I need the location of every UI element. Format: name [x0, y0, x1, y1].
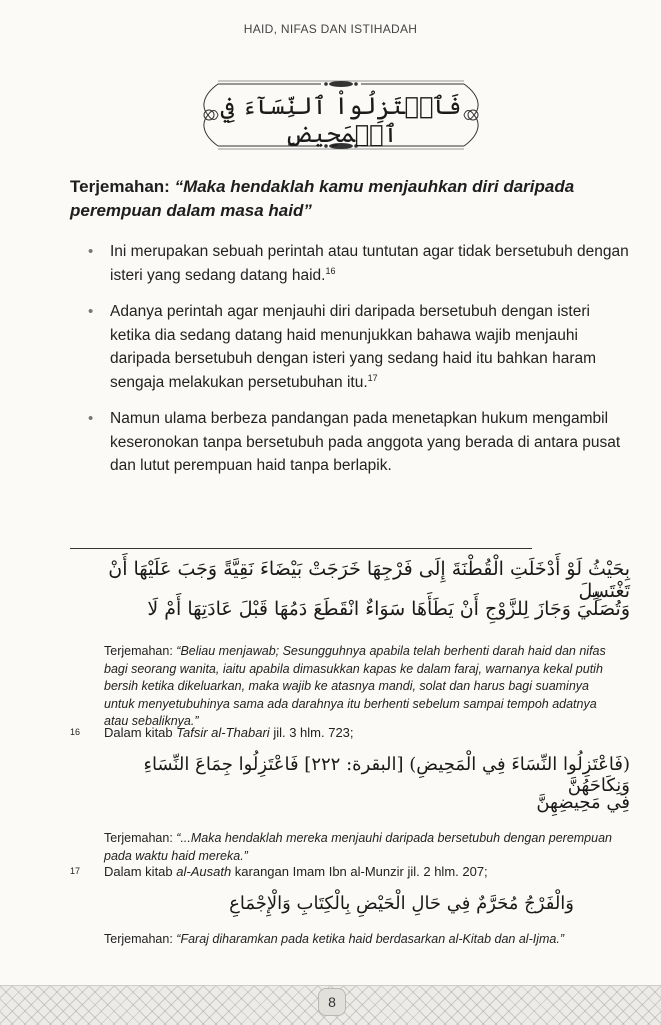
running-header: HAID, NIFAS DAN ISTIHADAH — [243, 22, 418, 36]
footnote-number: 16 — [70, 727, 81, 737]
footnote-number: 17 — [70, 866, 81, 876]
source-prefix: Dalam kitab — [104, 725, 177, 740]
bullet-icon: • — [88, 243, 94, 260]
footnote-ref[interactable]: 16 — [325, 265, 336, 276]
footnote-arabic-line: بِحَيْثُ لَوْ أَدْخَلَتِ الْقُطْنَةَ إِلَى فَرْجِهَا خَرَجَتْ بَيْضَاءَ نَقِيَّةً وَجَبَ عَلَيْهَا أَنْ تَغْتَسِلَ — [108, 558, 630, 602]
source-prefix: Dalam kitab — [104, 864, 177, 879]
footnote-arabic-line: وَتُصَلِّيَ وَجَازَ لِلزَّوْجِ أَنْ يَطَأَهَا سَوَاءٌ انْقَطَعَ دَمُهَا قَبْلَ عَادَتِهَا أَمْ لَا — [147, 598, 630, 620]
translation-label: Terjemahan: — [104, 831, 173, 845]
list-item — [86, 407, 634, 478]
footnote-translation — [104, 643, 614, 731]
footnote-translation — [104, 830, 614, 865]
list-item — [86, 240, 634, 287]
translation-label: Terjemahan: — [70, 177, 170, 196]
footnote-ref[interactable]: 17 — [367, 372, 378, 383]
translation-label: Terjemahan: — [104, 644, 173, 658]
translation-text: “Beliau menjawab; Sesungguhnya apabila telah berhenti darah haid dan nifas bagi seorang wanita, iaitu apabila dimasukkan kapas ke dalam faraj, warnanya kekal putih bersih ketika dikeluarkan, maka wajib ke atasnya mandi, solat dan harus bagi suaminya untuk menyetubuhinya sama ada darahnya itu berhenti sebelum sampai tempoh adatnya atau sebaliknya.” — [104, 644, 606, 728]
source-suffix: karangan Imam Ibn al-Munzir jil. 2 hlm. 207; — [231, 864, 488, 879]
translation-text: “Faraj diharamkan pada ketika haid berdasarkan al-Kitab dan al-Ijma.” — [176, 932, 564, 946]
bullet-icon: • — [88, 410, 94, 427]
translation-text: “...Maka hendaklah mereka menjauhi daripada bersetubuh dengan perempuan pada waktu haid mereka.” — [104, 831, 612, 863]
footnote-arabic-line: فِي مَحِيضِهِنَّ — [536, 792, 630, 813]
footnote-divider — [70, 548, 532, 549]
list-item — [86, 300, 634, 394]
translation-text: “Maka hendaklah kamu menjauhkan diri daripada perempuan dalam masa haid” — [70, 177, 575, 220]
quran-verse-frame — [196, 78, 486, 152]
page-number: 8 — [318, 988, 346, 1016]
source-suffix: jil. 3 hlm. 723; — [269, 725, 354, 740]
translation-label: Terjemahan: — [104, 932, 173, 946]
footnote-source — [104, 724, 624, 742]
list-item-text: Ini merupakan sebuah perintah atau tuntutan agar tidak bersetubuh dengan isteri yang sedang datang haid. — [110, 243, 629, 284]
bullet-icon: • — [88, 303, 94, 320]
footnote-arabic-line: (فَاعْتَزِلُوا النِّسَاءَ فِي الْمَحِيضِ) [البقرة: ٢٢٢] فَاعْتَزِلُوا جِمَاعَ النِّسَاءِ وَنِكَاحَهُنَّ — [143, 754, 630, 796]
footnote-arabic-line: وَالْفَرْجُ مُحَرَّمٌ فِي حَالِ الْحَيْضِ بِالْكِتَابِ وَالْإِجْمَاعِ — [229, 893, 574, 914]
list-item-text: Adanya perintah agar menjauhi diri daripada bersetubuh dengan isteri ketika dia sedang datang haid menunjukkan bahawa wajib menjauhi daripada bersetubuh dengan isteri yang sedang haid itu bahkan haram sengaja melakukan persetubuhan itu. — [110, 303, 597, 391]
footnote-source — [104, 863, 624, 881]
footnote-translation — [104, 931, 624, 949]
quran-verse-arabic: فَٱعۡتَزِلُواْ ٱلنِّسَآءَ فِي ٱلۡمَحِيضِ — [220, 92, 462, 148]
list-item-text: Namun ulama berbeza pandangan pada menetapkan hukum mengambil keseronokan tanpa bersetubuh pada anggota yang berada di antara pusat dan lutut perempuan haid tanpa berlapik. — [110, 410, 621, 474]
explanation-list — [86, 240, 634, 491]
book-title: Tafsir al-Thabari — [176, 725, 270, 740]
verse-translation — [70, 175, 630, 223]
book-title: al-Ausath — [176, 864, 232, 879]
